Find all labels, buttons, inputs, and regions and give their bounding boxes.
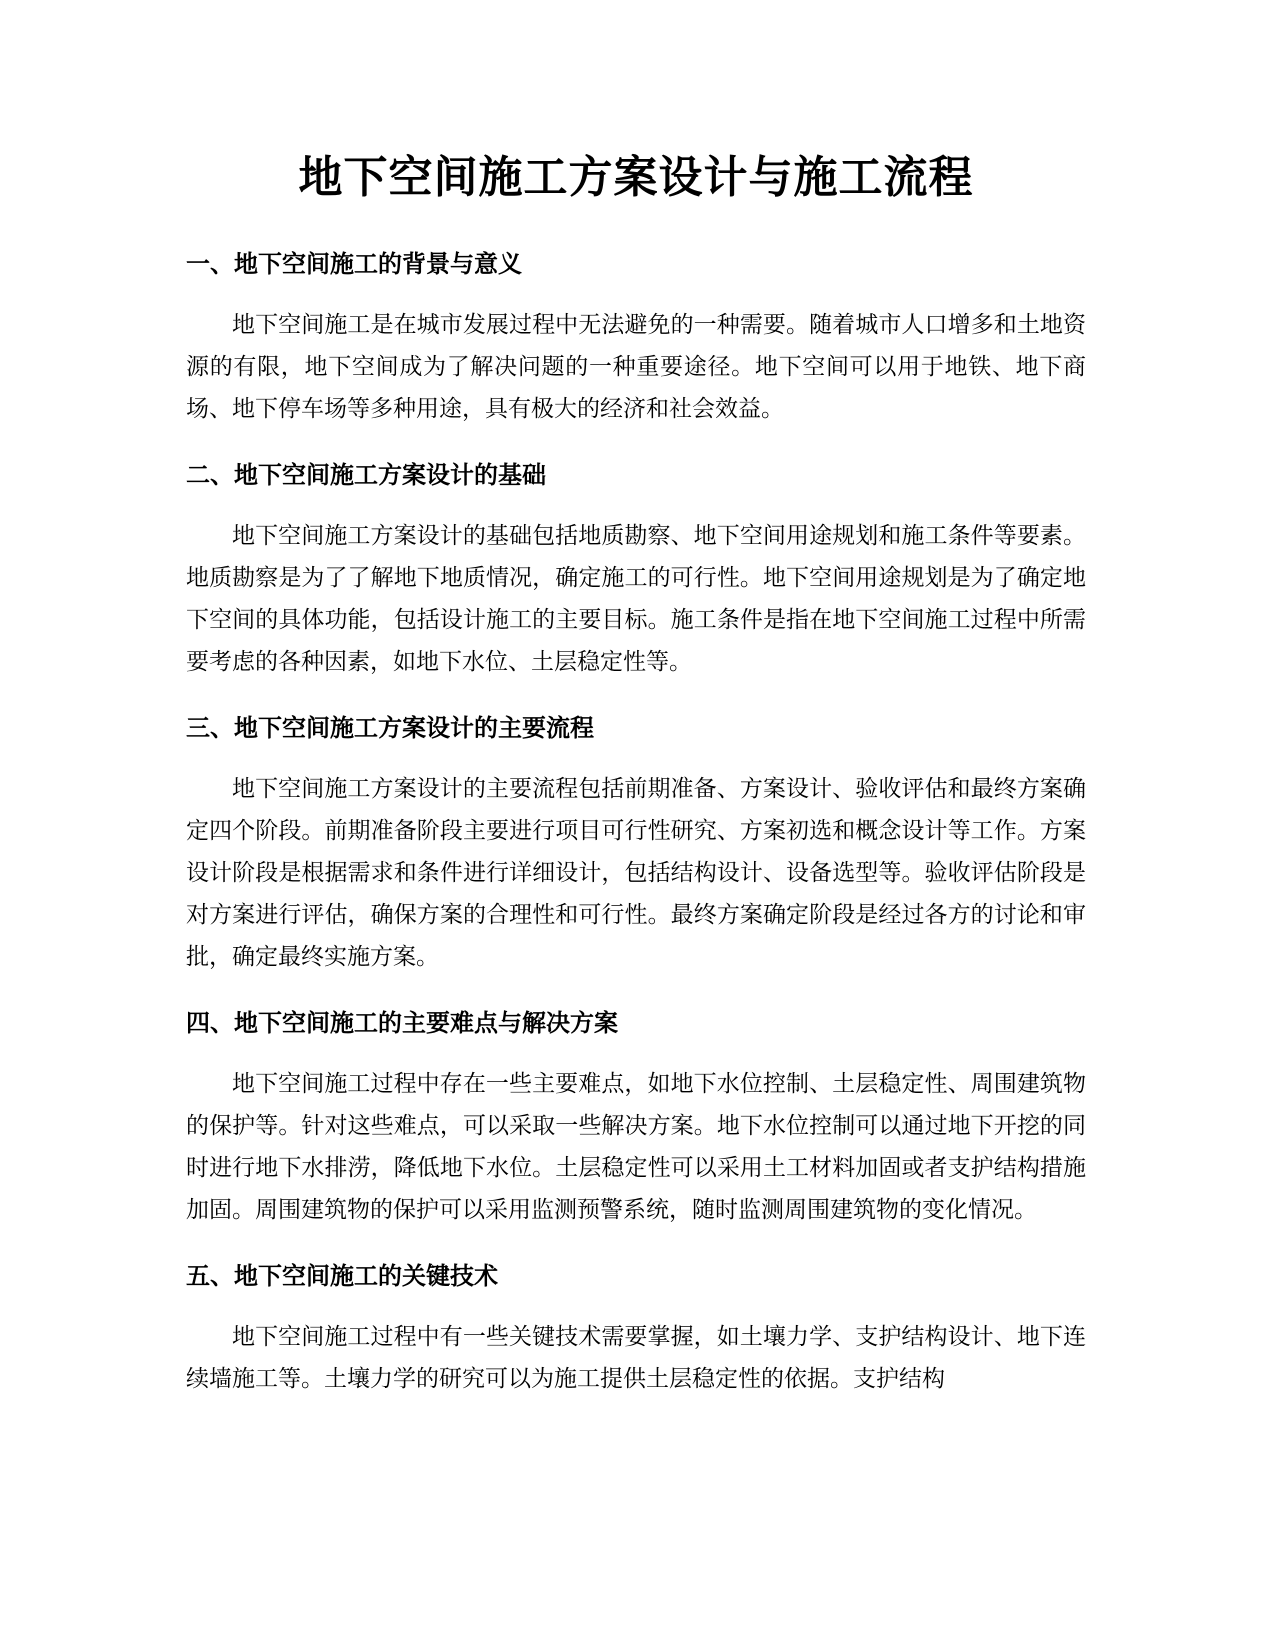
section-paragraph: 地下空间施工方案设计的主要流程包括前期准备、方案设计、验收评估和最终方案确定四个阶段。前期准备阶段主要进行项目可行性研究、方案初选和概念设计等工作。方案设计阶段是根据需求和条件进行详细设计，包括结构设计、设备选型等。验收评估阶段是对方案进行评估，确保方案的合理性和可行性。最终方案确定阶段是经过各方的讨论和审批，确定最终实施方案。 xyxy=(186,776,1086,970)
section-paragraph: 地下空间施工是在城市发展过程中无法避免的一种需要。随着城市人口增多和土地资源的有限，地下空间成为了解决问题的一种重要途径。地下空间可以用于地铁、地下商场、地下停车场等多种用途，具有极大的经济和社会效益。 xyxy=(186,312,1086,422)
section-heading: 三、地下空间施工方案设计的主要流程 xyxy=(186,714,594,742)
document-content xyxy=(186,246,1086,1427)
section-heading: 一、地下空间施工的背景与意义 xyxy=(186,250,522,278)
section-3 xyxy=(186,710,1086,978)
section-heading: 五、地下空间施工的关键技术 xyxy=(186,1262,498,1290)
section-heading: 二、地下空间施工方案设计的基础 xyxy=(186,461,546,489)
section-paragraph: 地下空间施工过程中有一些关键技术需要掌握，如土壤力学、支护结构设计、地下连续墙施工等。土壤力学的研究可以为施工提供土层稳定性的依据。支护结构 xyxy=(186,1324,1086,1392)
section-2 xyxy=(186,457,1086,683)
section-paragraph: 地下空间施工方案设计的基础包括地质勘察、地下空间用途规划和施工条件等要素。地质勘察是为了了解地下地质情况，确定施工的可行性。地下空间用途规划是为了确定地下空间的具体功能，包括设计施工的主要目标。施工条件是指在地下空间施工过程中所需要考虑的各种因素，如地下水位、土层稳定性等。 xyxy=(186,523,1086,675)
document-page xyxy=(186,0,1086,1650)
section-5 xyxy=(186,1258,1086,1400)
section-1 xyxy=(186,246,1086,430)
document-title: 地下空间施工方案设计与施工流程 xyxy=(298,152,974,203)
section-heading: 四、地下空间施工的主要难点与解决方案 xyxy=(186,1009,618,1037)
section-4 xyxy=(186,1005,1086,1231)
section-paragraph: 地下空间施工过程中存在一些主要难点，如地下水位控制、土层稳定性、周围建筑物的保护等。针对这些难点，可以采取一些解决方案。地下水位控制可以通过地下开挖的同时进行地下水排涝，降低地下水位。土层稳定性可以采用土工材料加固或者支护结构措施加固。周围建筑物的保护可以采用监测预警系统，随时监测周围建筑物的变化情况。 xyxy=(186,1071,1086,1223)
